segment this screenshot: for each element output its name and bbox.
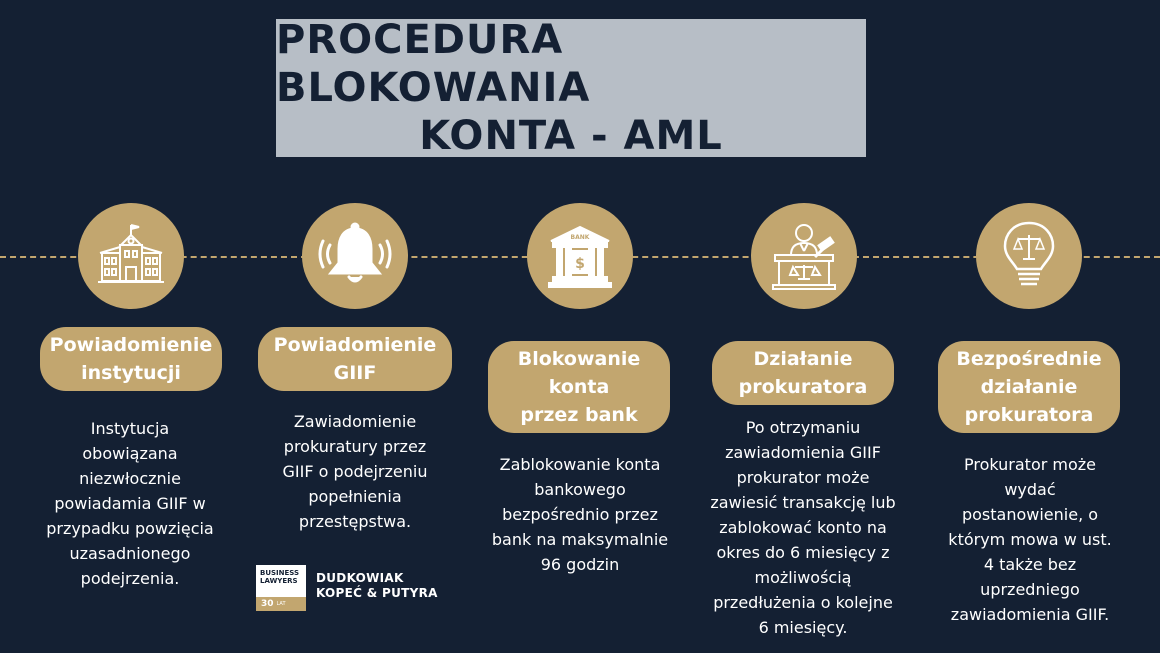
- step-5-heading-line: prokuratora: [964, 404, 1094, 426]
- firm-name-line: DUDKOWIAK: [316, 571, 404, 585]
- bank-icon: [545, 221, 615, 291]
- step-2-description-line: GIIF o podejrzeniu: [282, 462, 428, 481]
- step-5-description-line: 4 także bez: [983, 555, 1077, 574]
- firm-name: [316, 571, 438, 601]
- step-4-icon-circle: [751, 203, 857, 309]
- firm-name-line: KOPEĆ & PUTYRA: [316, 586, 438, 600]
- step-2-description-line: popełnienia: [308, 487, 402, 506]
- step-4-description-line: zablokować konto na: [719, 518, 887, 537]
- step-1-description-line: podejrzenia.: [80, 569, 180, 588]
- bell-ringing-icon: [317, 221, 393, 291]
- step-4-description-line: zawiesić transakcję lub: [710, 493, 896, 512]
- step-1-description-line: powiadamia GIIF w: [54, 494, 206, 513]
- step-5-description-line: uprzedniego: [980, 580, 1080, 599]
- step-1-icon-circle: [78, 203, 184, 309]
- step-3-heading-line: konta: [548, 376, 610, 398]
- step-5-description-line: zawiadomienia GIIF.: [950, 605, 1110, 624]
- badge-text: [256, 565, 306, 585]
- step-3-description-line: bankowego: [534, 480, 626, 499]
- step-3-description: [470, 452, 690, 577]
- step-4-description-line: przedłużenia o kolejne: [713, 593, 893, 612]
- lightbulb-scales-icon: [997, 219, 1061, 293]
- badge-number: 30: [261, 599, 274, 609]
- judge-gavel-icon: [767, 221, 841, 291]
- step-4-heading-line: prokuratora: [738, 376, 868, 398]
- step-5-heading-line: Bezpośrednie: [956, 348, 1102, 370]
- step-1-heading-line: Powiadomienie: [49, 334, 213, 356]
- badge-years: [256, 597, 306, 611]
- step-2-heading-line: GIIF: [333, 362, 377, 384]
- step-4-description-line: możliwością: [754, 568, 852, 587]
- badge-suffix: LAT: [276, 601, 286, 607]
- step-5-icon-circle: [976, 203, 1082, 309]
- step-2-heading-line: Powiadomienie: [273, 334, 437, 356]
- svg-text:BANK: BANK: [570, 234, 590, 241]
- step-4-description-line: zawiadomienia GIIF: [725, 443, 881, 462]
- step-5-description: [918, 452, 1142, 627]
- step-5-description-line: wydać: [1004, 480, 1056, 499]
- step-1-heading: [40, 327, 222, 391]
- step-4-heading: [712, 341, 894, 405]
- step-2-icon-circle: [302, 203, 408, 309]
- step-2-heading: [258, 327, 452, 391]
- business-lawyers-badge-logo: [256, 565, 306, 611]
- step-5-heading-line: działanie: [980, 376, 1078, 398]
- title-box: [276, 19, 866, 157]
- step-3-heading-line: przez bank: [520, 404, 638, 426]
- step-4-description-line: Po otrzymaniu: [745, 418, 861, 437]
- step-1-description-line: uzasadnionego: [69, 544, 191, 563]
- step-2-description-line: przestępstwa.: [298, 512, 412, 531]
- step-4-description-line: 6 miesięcy.: [758, 618, 848, 637]
- step-4-description-line: prokurator może: [736, 468, 870, 487]
- step-3-heading: [488, 341, 670, 433]
- step-4-description-line: okres do 6 miesięcy z: [716, 543, 890, 562]
- step-4-description: [689, 415, 917, 640]
- step-1-description: [20, 416, 240, 591]
- step-1-description-line: Instytucja: [90, 419, 170, 438]
- step-5-description-line: Prokurator może: [963, 455, 1097, 474]
- step-5-heading: [938, 341, 1120, 433]
- svg-text:$: $: [575, 256, 585, 272]
- institution-building-icon: [96, 221, 166, 291]
- step-3-heading-line: Blokowanie: [517, 348, 641, 370]
- step-3-description-line: bank na maksymalnie: [491, 530, 669, 549]
- step-1-description-line: niezwłocznie: [79, 469, 181, 488]
- step-5-description-line: postanowienie, o: [961, 505, 1099, 524]
- step-1-description-line: obowiązana: [82, 444, 178, 463]
- step-3-description-line: Zablokowanie konta: [499, 455, 661, 474]
- step-2-description: [246, 409, 464, 534]
- badge-line: LAWYERS: [260, 577, 298, 585]
- step-1-description-line: przypadku powzięcia: [46, 519, 214, 538]
- step-3-description-line: 96 godzin: [540, 555, 620, 574]
- step-2-description-line: Zawiadomienie: [293, 412, 417, 431]
- step-3-icon-circle: [527, 203, 633, 309]
- step-1-heading-line: instytucji: [81, 362, 181, 384]
- title-line-1: PROCEDURA BLOKOWANIA: [276, 17, 591, 111]
- step-4-heading-line: Działanie: [753, 348, 853, 370]
- step-2-description-line: prokuratury przez: [283, 437, 427, 456]
- title-line-2: KONTA - AML: [419, 113, 723, 159]
- step-3-description-line: bezpośrednio przez: [502, 505, 658, 524]
- step-5-description-line: którym mowa w ust.: [948, 530, 1112, 549]
- badge-line: BUSINESS: [260, 569, 300, 577]
